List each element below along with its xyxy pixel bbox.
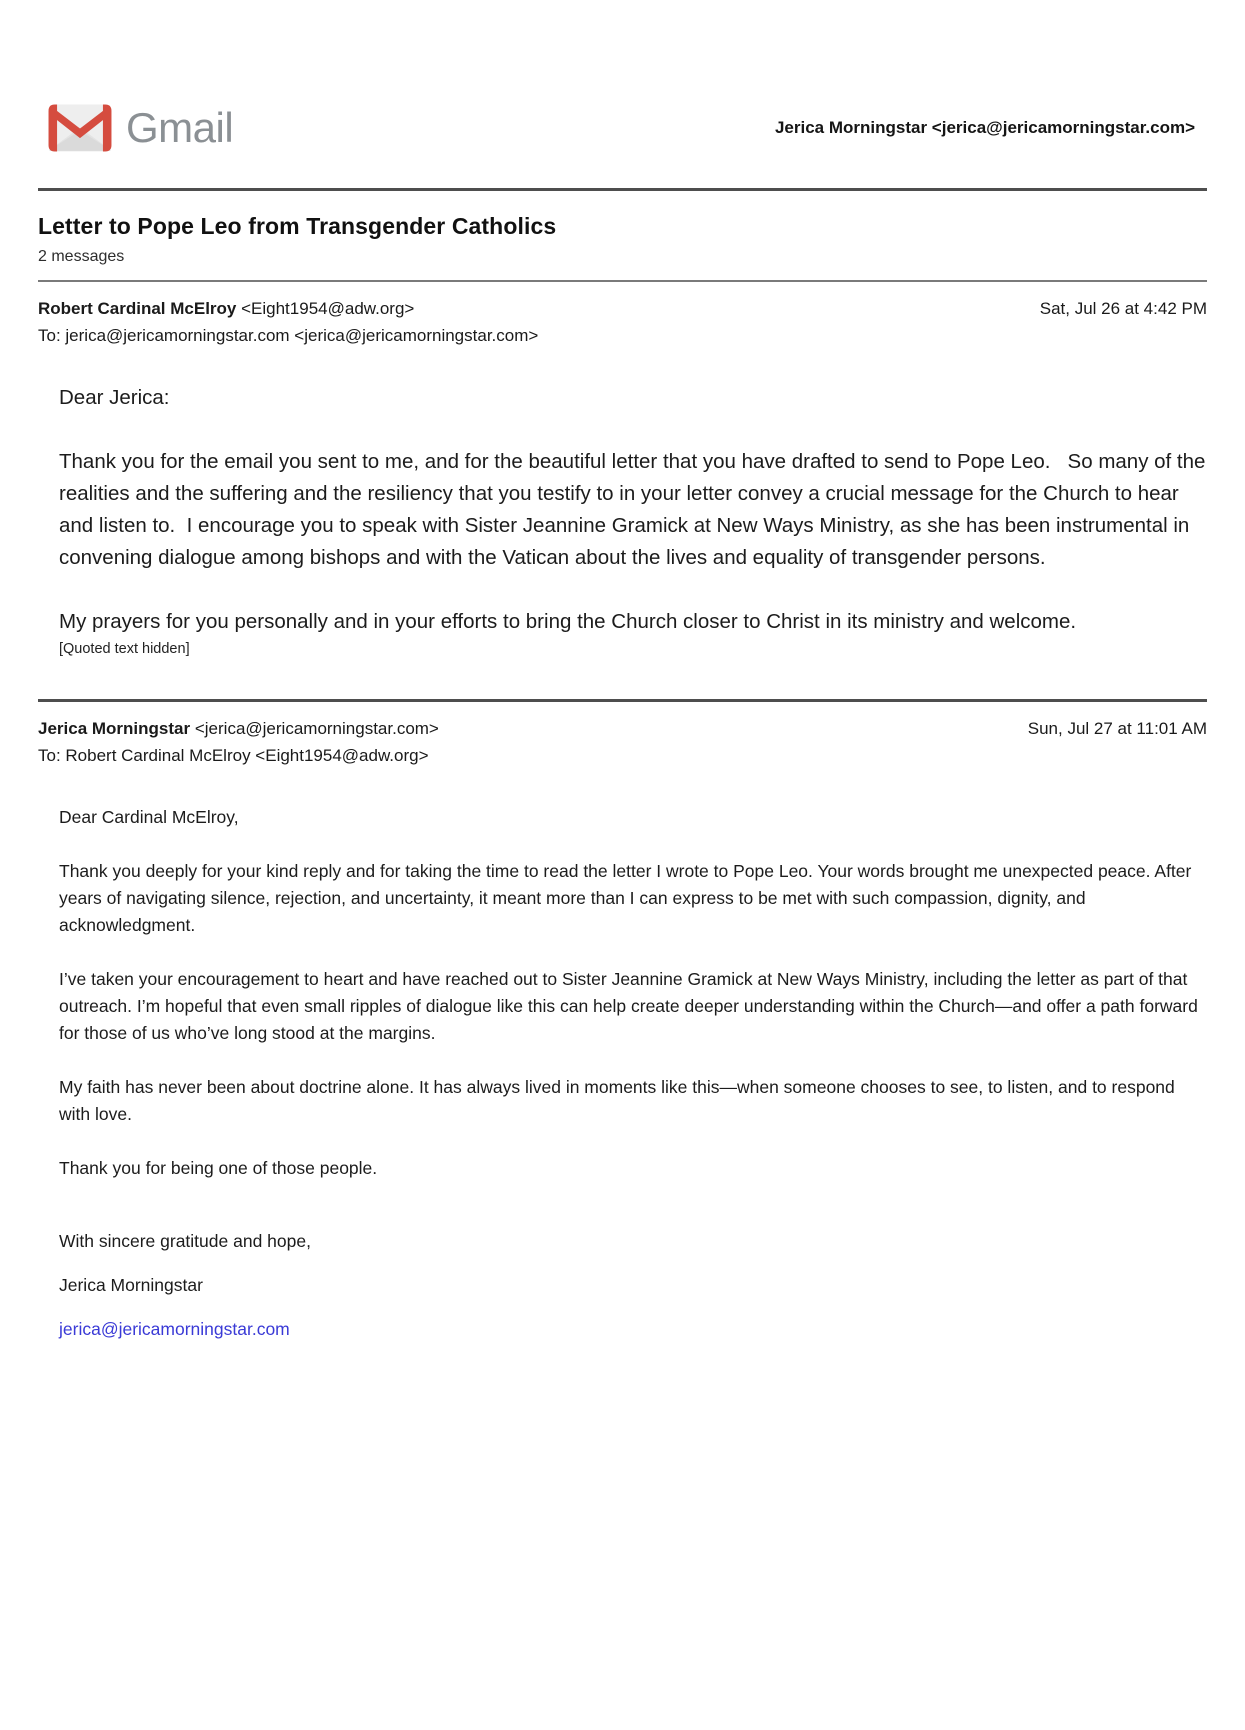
paragraph: I’ve taken your encouragement to heart and have reached out to Sister Jeannine Gramick at New Ways Ministry, including the letter as part of that outreach. I’m hopeful that even small ripples of dialogue like this can help create deeper understanding within the Church—and offer a path forward for those of us who’ve long stood at the margins.: [59, 969, 1203, 1043]
paragraph: My faith has never been about doctrine alone. It has always lived in moments like this—when someone chooses to see, to listen, and to respond with love.: [59, 1077, 1180, 1124]
signature-line: With sincere gratitude and hope,: [59, 1231, 311, 1251]
message-2: [38, 719, 1207, 1343]
message-1-from: [38, 299, 414, 319]
divider: [38, 699, 1207, 702]
message-2-body: [38, 804, 1207, 1343]
signature-block: [59, 1228, 1207, 1343]
gmail-print-view: [0, 104, 1245, 1343]
message-1-date: Sat, Jul 26 at 4:42 PM: [1039, 299, 1207, 318]
gmail-logo: [48, 104, 233, 152]
message-1-header: [38, 299, 1207, 319]
paragraph: Thank you for the email you sent to me, and for the beautiful letter that you have drafted to send to Pope Leo. So many of the realities and the suffering and the resiliency that you testify to in your letter convey a crucial message for the Church to hear and listen to. I encourage you to speak with Sister Jeannine Gramick at New Ways Ministry, as she has been instrumental in convening dialogue among bishops and with the Vatican about the lives and equality of transgender persons.: [59, 450, 1212, 569]
message-1-recipient: To: jerica@jericamorningstar.com <jerica@jericamorningstar.com>: [38, 326, 539, 345]
paragraph: Dear Jerica:: [59, 386, 170, 409]
paragraph: Thank you deeply for your kind reply and for taking the time to read the letter I wrote to Pope Leo. Your words brought me unexpected peace. After years of navigating silence, rejection, and uncertainty, it meant more than I can express to be met with such compassion, dignity, and acknowledgment.: [59, 861, 1197, 935]
thread-subject: Letter to Pope Leo from Transgender Catholics: [38, 213, 557, 239]
quoted-text-hidden: [Quoted text hidden]: [59, 641, 190, 657]
account-owner: Jerica Morningstar <jerica@jericamorningstar.com>: [774, 118, 1195, 137]
message-2-from: [38, 719, 439, 739]
divider: [38, 188, 1207, 191]
message-count: 2 messages: [38, 248, 125, 265]
sender-email: <jerica@jericamorningstar.com>: [194, 719, 439, 738]
message-1-body: [38, 382, 1212, 638]
paragraph: Dear Cardinal McElroy,: [59, 807, 239, 827]
message-2-date: Sun, Jul 27 at 11:01 AM: [1027, 719, 1207, 738]
message-1: [38, 299, 1212, 657]
message-2-recipient: To: Robert Cardinal McElroy <Eight1954@adw.org>: [38, 746, 429, 765]
sender-email: <Eight1954@adw.org>: [241, 299, 415, 318]
paragraph: My prayers for you personally and in your efforts to bring the Church closer to Christ in its ministry and welcome.: [59, 610, 1077, 633]
gmail-wordmark: Gmail: [126, 104, 234, 151]
print-header: [38, 104, 1207, 152]
sender-name: Robert Cardinal McElroy: [38, 299, 237, 318]
message-2-header: [38, 719, 1207, 739]
divider: [38, 280, 1207, 282]
gmail-envelope-icon: [48, 104, 112, 152]
signature-email-link[interactable]: jerica@jericamorningstar.com: [59, 1319, 290, 1339]
sender-name: Jerica Morningstar: [38, 719, 191, 738]
paragraph: Thank you for being one of those people.: [59, 1158, 378, 1178]
signature-name: Jerica Morningstar: [59, 1275, 203, 1295]
